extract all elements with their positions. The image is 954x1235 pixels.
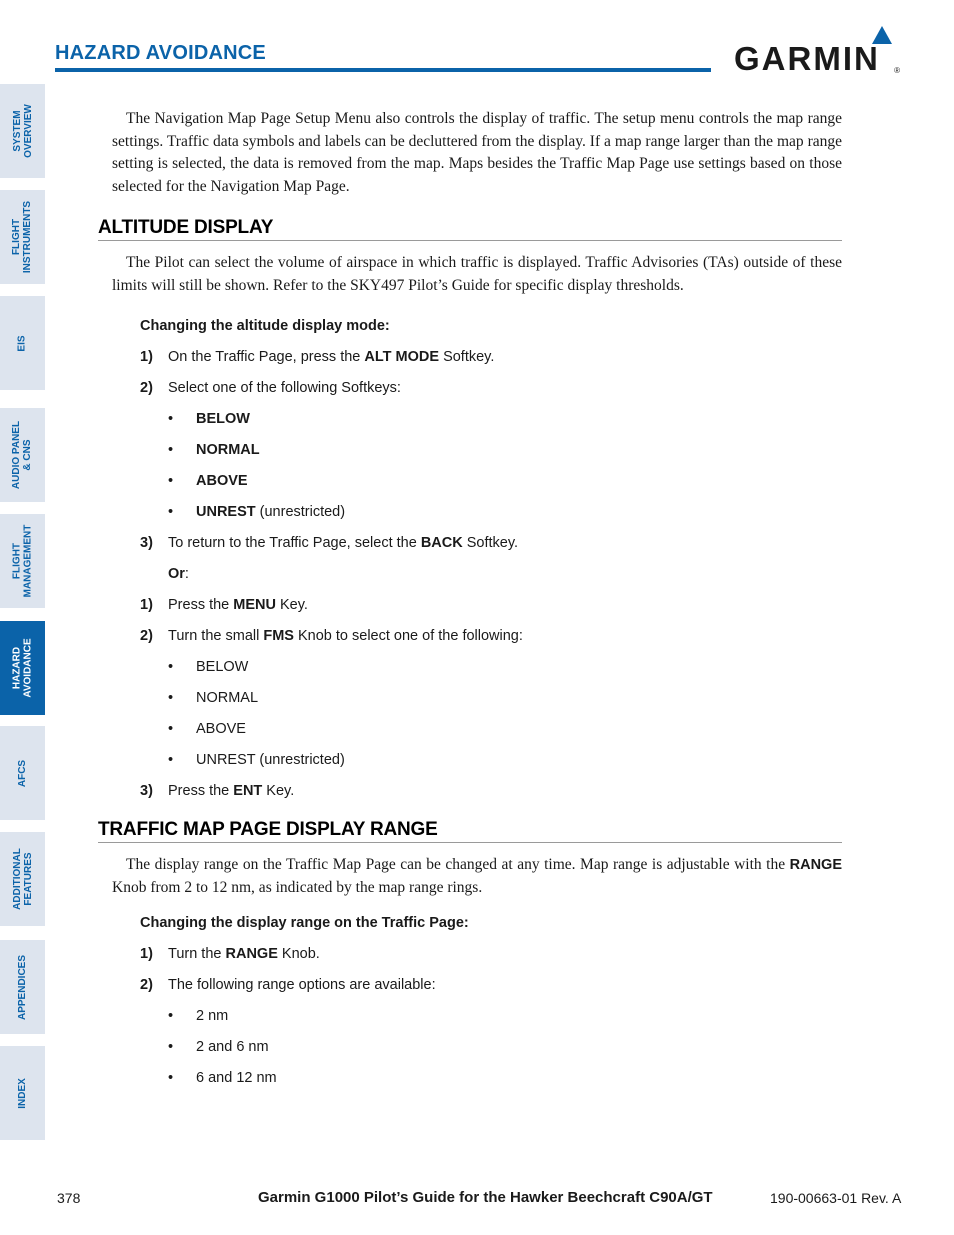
tab-afcs[interactable]: AFCS [0,726,45,820]
list-item: • 2 nm [168,1008,229,1024]
display-range-heading: TRAFFIC MAP PAGE DISPLAY RANGE [98,819,842,843]
tab-index[interactable]: INDEX [0,1046,45,1140]
page-content [98,108,842,1094]
step: 1) Turn the RANGE Knob. [140,946,320,962]
list-item: • 2 and 6 nm [168,1039,269,1055]
range-paragraph: The display range on the Traffic Map Page can be changed at any time. Map range is adjustable with the RANGE Knob from 2 to 12 nm, as indicated by the map range rings. [112,856,842,896]
list-item: • ABOVE [168,721,246,737]
step: 1) On the Traffic Page, press the ALT MODE Softkey. [140,349,495,365]
tab-flight-management[interactable]: FLIGHT MANAGEMENT [0,514,45,608]
step: 2) The following range options are available: [140,977,436,993]
list-item: • BELOW [168,411,250,427]
altitude-display-heading: ALTITUDE DISPLAY [98,217,842,241]
tab-appendices[interactable]: APPENDICES [0,940,45,1034]
list-item: • UNREST (unrestricted) [168,504,346,520]
document-number: 190-00663-01 Rev. A [770,1190,902,1206]
softkey-name: ALT MODE [364,349,440,365]
tab-audio-panel[interactable]: AUDIO PANEL & CNS [0,408,45,502]
tab-flight-instruments[interactable]: FLIGHT INSTRUMENTS [0,190,45,284]
logo-text: GARMIN [734,40,880,77]
list-item: • ABOVE [168,473,248,489]
tab-eis[interactable]: EIS [0,296,45,390]
list-item: • BELOW [168,659,249,675]
list-item: • 6 and 12 nm [168,1070,277,1086]
list-item: • NORMAL [168,690,259,706]
tab-additional-features[interactable]: ADDITIONAL FEATURES [0,832,45,926]
tab-hazard-avoidance[interactable]: HAZARD AVOIDANCE [0,621,45,715]
footer-title: Garmin G1000 Pilot’s Guide for the Hawker Beechcraft C90A/GT [258,1189,713,1206]
garmin-logo [734,26,900,76]
step: 2) Select one of the following Softkeys: [140,380,401,396]
range-procedure-title: Changing the display range on the Traffic Page: [140,915,469,931]
altitude-procedure-title: Changing the altitude display mode: [140,318,390,334]
step: 2) Turn the small FMS Knob to select one of the following: [140,628,523,644]
list-item: • UNREST (unrestricted) [168,752,345,768]
intro-paragraph: The Navigation Map Page Setup Menu also controls the display of traffic. The setup menu controls the map range settings. Traffic data symbols and labels can be decluttered from the display. If a map range larger than the map range setting is selected, the data is removed from the map. Maps besides the Traffic Map Page use settings based on those selected for the Navigation Map Page. [112,110,842,195]
list-item: • NORMAL [168,442,260,458]
section-title: HAZARD AVOIDANCE [55,42,266,64]
header-rule [55,68,711,72]
step: 1) Press the MENU Key. [140,597,308,613]
step: 3) Press the ENT Key. [140,783,295,799]
step: 3) To return to the Traffic Page, select the BACK Softkey. [140,535,519,551]
logo-registered-mark: ® [894,66,900,75]
tab-system-overview[interactable]: SYSTEM OVERVIEW [0,84,45,178]
altitude-paragraph: The Pilot can select the volume of airspace in which traffic is displayed. Traffic Advisories (TAs) outside of these limits will still be shown. Refer to the SKY497 Pilot’s Guide for specific display thresholds. [112,254,842,294]
page-number: 378 [57,1190,81,1206]
or-label: Or: [168,566,189,582]
